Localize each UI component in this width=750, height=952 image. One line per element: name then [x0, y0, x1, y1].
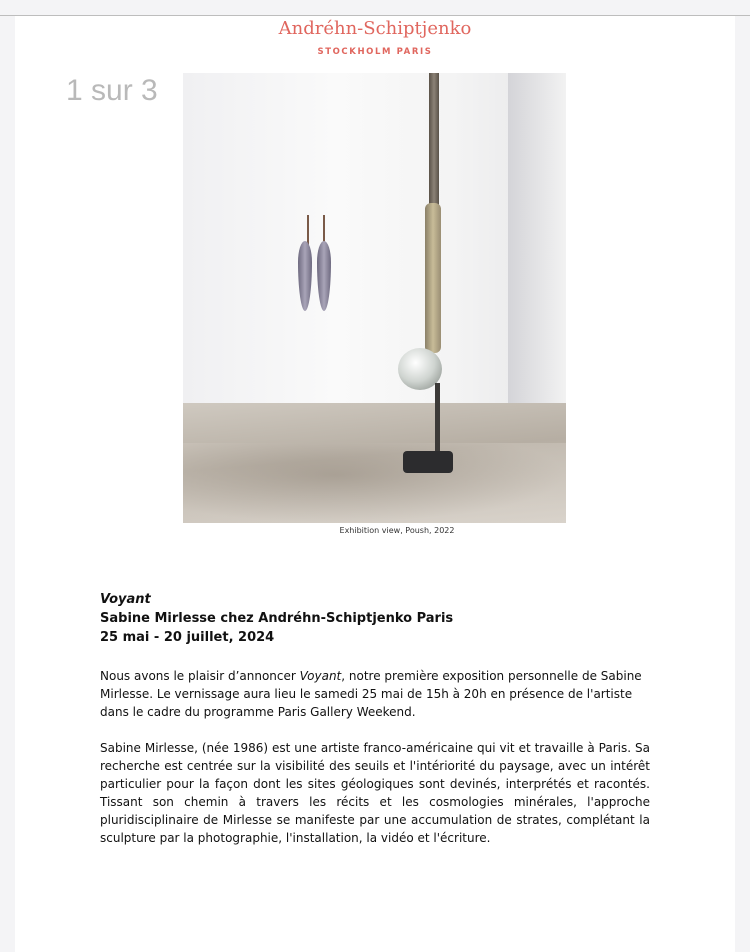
paragraph-announcement [100, 667, 650, 721]
sculpture-base [403, 451, 453, 473]
exhibition-photo [183, 73, 566, 523]
hanging-pod [298, 241, 312, 311]
hanging-pod [317, 241, 331, 311]
exhibition-subtitle: Sabine Mirlesse chez Andréhn-Schiptjenko Paris [100, 611, 454, 626]
pod-stem [307, 215, 309, 245]
exhibition-dates: 25 mai - 20 juillet, 2024 [100, 630, 275, 645]
photo-wall [508, 73, 566, 403]
page-indicator: 1 sur 3 [66, 74, 158, 107]
exhibition-header [100, 590, 650, 647]
gallery-logo-cities: STOCKHOLM PARIS [317, 47, 433, 57]
text-span: Nous avons le plaisir d’annoncer [100, 669, 300, 683]
photo-caption: Exhibition view, Poush, 2022 [339, 526, 455, 535]
paragraph-biography: Sabine Mirlesse, (née 1986) est une artiste franco-américaine qui vit et travaille à Paris. Sa recherche est centrée sur la visibilité des seuils et l'intériorité du paysage, avec un intérêt particulier pour la façon dont les sites géologiques sont devinés, interprétés et racontés. Tissant son chemin à travers les récits et les cosmologies minérales, l'approche pluridisciplinaire de Mirlesse se manifeste par une accumulation de strates, complétant la sculpture par la photographie, l'installation, la vidéo et l'écriture. [100, 741, 650, 845]
gallery-logo-name: Andréhn-Schiptjenko [278, 18, 472, 39]
text-italic: Voyant [299, 669, 342, 683]
sculpture-wrap [425, 203, 441, 353]
photo-floor-shade [183, 443, 566, 523]
sculpture-rope-lower [435, 383, 440, 453]
exhibition-title: Voyant [100, 592, 151, 607]
text-span: , notre première exposition personnelle de Sabine Mirlesse. Le vernissage aura lieu le samedi 25 mai de 15h à 20h en présence de l'artiste dans le cadre du programme Paris Gallery Weekend. [100, 669, 642, 719]
sculpture-rope [429, 73, 439, 213]
